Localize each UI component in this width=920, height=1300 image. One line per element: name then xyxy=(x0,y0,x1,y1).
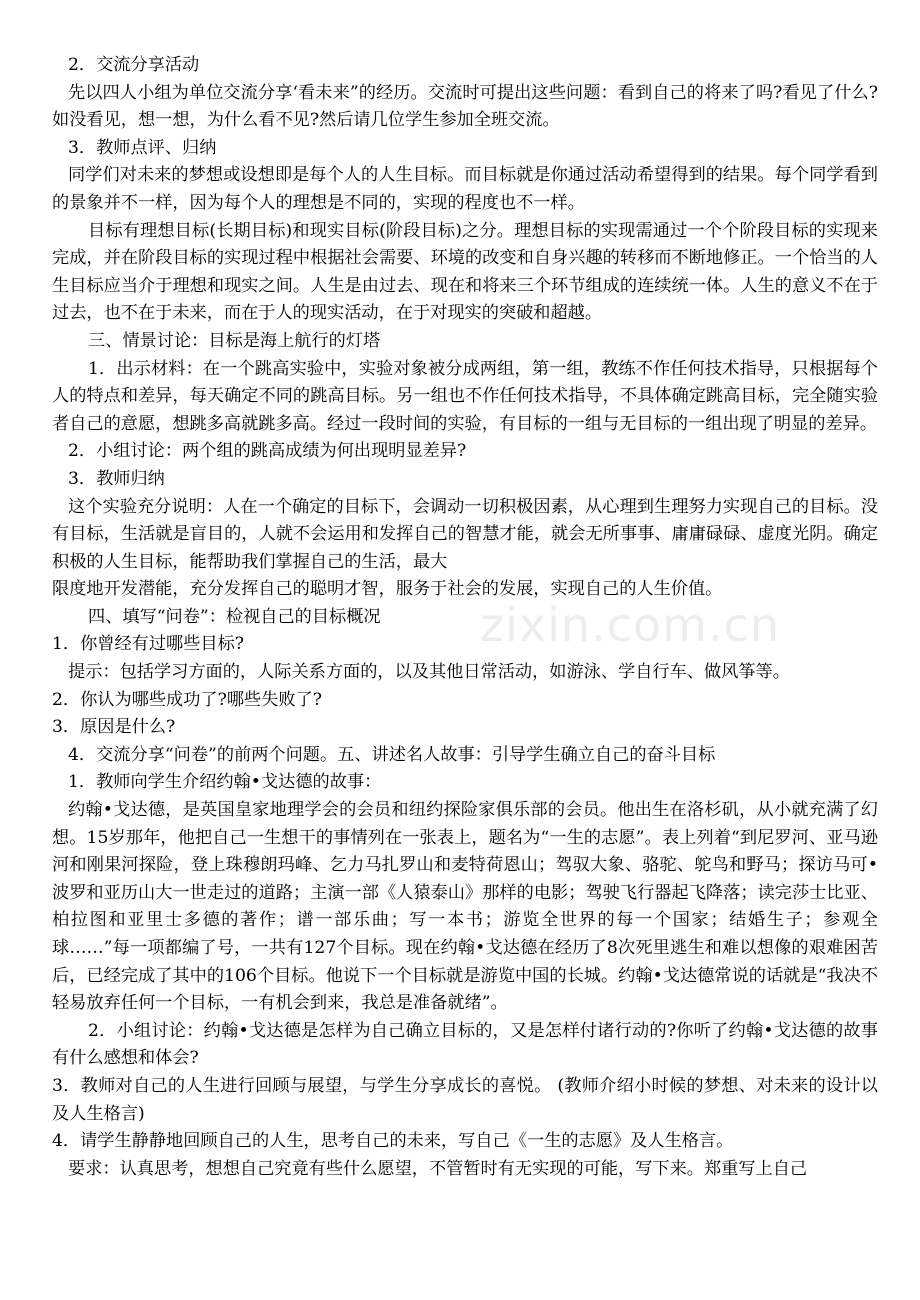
question-3: 3．原因是什么? xyxy=(52,717,176,738)
paragraph-student-reflection: 4．请学生静静地回顾自己的人生，思考自己的未来，写自己《一生的志愿》及人生格言。 xyxy=(52,1131,734,1152)
paragraph-group-discussion-goddard: 2．小组讨论：约翰•戈达德是怎样为自己确立目标的，又是怎样付诸行动的?你听了约翰•戈达德的故事有什么感想和体会? xyxy=(52,1020,878,1069)
paragraph-experiment-conclusion: 这个实验充分说明：人在一个确定的目标下，会调动一切积极因素，从心理到生理努力实现自己的目标。没有目标，生活就是盲目的，人就不会运用和发挥自己的智慧才能，就会无所事事、庸庸碌碌、虚度光阴。确定积极的人生目标，能帮助我们掌握自己的生活，最大 xyxy=(52,496,878,572)
paragraph-teacher-review: 3．教师对自己的人生进行回顾与展望，与学生分享成长的喜悦。 (教师介绍小时候的梦想、对未来的设计以及人生格言) xyxy=(52,1075,878,1124)
section-heading-scenario-discussion: 三、情景讨论：目标是海上航行的灯塔 xyxy=(88,330,381,351)
question-2: 2．你认为哪些成功了?哪些失败了? xyxy=(52,689,322,710)
heading-teacher-summary: 3．教师点评、归纳 xyxy=(68,137,217,158)
paragraph-experiment-conclusion-cont: 限度地开发潜能，充分发挥自己的聪明才智，服务于社会的发展，实现自己的人生价值。 xyxy=(52,579,723,600)
document-page xyxy=(52,52,878,1183)
item-4-and-section-five: 4．交流分享“问卷”的前两个问题。五、讲述名人故事：引导学生确立自己的奋斗目标 xyxy=(68,744,716,765)
paragraph-group-sharing: 先以四人小组为单位交流分享‘看未来”的经历。交流时可提出这些问题：看到自己的将来了吗?看见了什么?如没看见，想一想，为什么看不见?然后请几位学生参加全班交流。 xyxy=(52,82,878,131)
section-heading-questionnaire: 四、填写“问卷”：检视自己的目标概况 xyxy=(88,606,381,627)
paragraph-high-jump-experiment: 1．出示材料：在一个跳高实验中，实验对象被分成两组，第一组，教练不作任何技术指导，只根据每个人的特点和差异，每天确定不同的跳高目标。另一组也不作任何技术指导，不具体确定跳高目标，完全随实验者自己的意愿，想跳多高就跳多高。经过一段时间的实验，有目标的一组与无目标的一组出现了明显的差异。 xyxy=(52,358,878,434)
question-1-hint: 提示：包括学习方面的，人际关系方面的，以及其他日常活动，如游泳、学自行车、做风筝等。 xyxy=(68,662,790,683)
question-1: 1．你曾经有过哪些目标? xyxy=(52,634,245,655)
paragraph-john-goddard-story: 约翰•戈达德，是英国皇家地理学会的会员和纽约探险家俱乐部的会员。他出生在洛杉矶，从小就充满了幻想。15岁那年，他把自己一生想干的事情列在一张表上，题名为“一生的志愿”。表上列着“到尼罗河、亚马逊河和刚果河探险，登上珠穆朗玛峰、乞力马扎罗山和麦特荷恩山；驾驭大象、骆驼、鸵鸟和野马；探访马可•波罗和亚历山大一世走过的道路；主演一部《人猿泰山》那样的电影；驾驶飞行器起飞降落；读完莎士比亚、柏拉图和亚里士多德的著作；谱一部乐曲；写一本书；游览全世界的每一个国家；结婚生子；参观全球……”每一项都编了号，一共有127个目标。现在约翰•戈达德在经历了8次死里逃生和难以想像的艰难困苦后，已经完成了其中的106个目标。他说下一个目标就是游览中国的长城。约翰•戈达德常说的话就是“我决不轻易放弃任何一个目标，一有机会到来，我总是准备就绪”。 xyxy=(52,800,878,1014)
heading-teacher-conclusion: 3．教师归纳 xyxy=(68,468,165,489)
paragraph-requirements: 要求：认真思考，想想自己究竟有些什么愿望，不管暂时有无实现的可能，写下来。郑重写上自己 xyxy=(68,1158,808,1179)
watermark: zixin.com.cn xyxy=(480,598,781,652)
paragraph-group-discussion-question: 2．小组讨论：两个组的跳高成绩为何出现明显差异? xyxy=(68,441,467,462)
heading-exchange-activity: 2．交流分享活动 xyxy=(68,55,200,75)
paragraph-goals-definition: 同学们对未来的梦想或设想即是每个人的人生目标。而目标就是你通过活动希望得到的结果。每个同学看到的景象并不一样，因为每个人的理想是不同的，实现的程度也不一样。 xyxy=(52,165,878,213)
heading-john-goddard-story: 1．教师向学生介绍约翰•戈达德的故事： xyxy=(68,772,382,793)
paragraph-goal-types: 目标有理想目标(长期目标)和现实目标(阶段目标)之分。理想目标的实现需通过一个个阶段目标的实现来完成，并在阶段目标的实现过程中根据社会需要、环境的改变和自身兴趣的转移而不断地修正。一个恰当的人生目标应当介于理想和现实之间。人生是由过去、现在和将来三个环节组成的连续统一体。人生的意义不在于过去，也不在于未来，而在于人的现实活动，在于对现实的突破和超越。 xyxy=(52,220,878,324)
